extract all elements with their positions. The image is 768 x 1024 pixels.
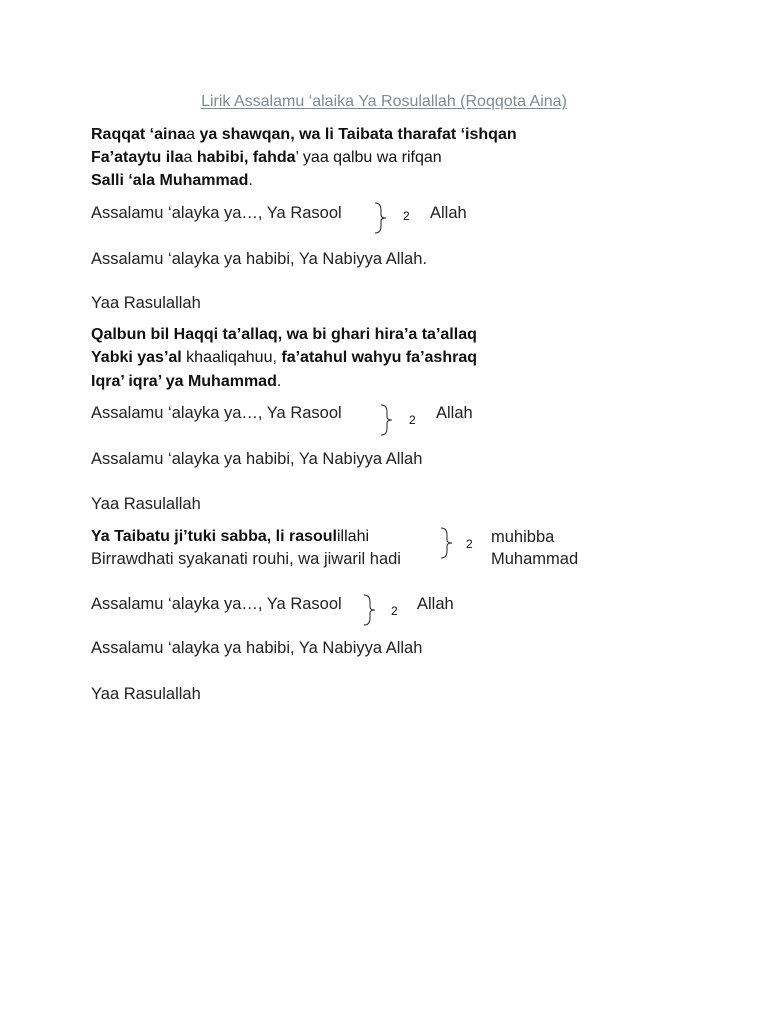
repeat-count: 2 (466, 537, 473, 551)
repeat-count: 2 (391, 604, 398, 618)
repeat-count: 2 (403, 209, 410, 223)
chorus2-line3: Yaa Rasulallah (91, 495, 201, 513)
chorus3-line2: Assalamu ‘alayka ya habibi, Ya Nabiyya Allah (91, 639, 423, 657)
verse3-right2: Muhammad (491, 550, 579, 568)
verse2-line2-part-b: khaaliqahuu, (181, 349, 282, 366)
chorus3-line3: Yaa Rasulallah (91, 685, 201, 703)
chorus3-line1: Assalamu ‘alayka ya…, Ya Rasool (91, 595, 342, 613)
verse2-line3-part-a: Iqra’ iqra’ ya Muhammad (91, 373, 277, 390)
verse2-line2 (91, 350, 477, 366)
verse1-line2-part-a: Fa’ataytu ila (91, 149, 184, 166)
verse3-line1-part-b: illahi (337, 528, 370, 545)
verse3-line2: Birrawdhati syakanati rouhi, wa jiwaril hadi (91, 550, 401, 568)
repeat-brace-icon (373, 202, 387, 234)
verse2-line3 (91, 374, 281, 390)
verse2-line3-part-b: . (276, 373, 282, 390)
verse1-line3 (91, 173, 253, 189)
verse2-line2-part-c: fa’atahul wahyu fa’ashraq (281, 349, 477, 366)
verse1-line1 (91, 127, 517, 143)
verse3-line1-part-a: Ya Taibatu ji’tuki sabba, li rasoul (91, 528, 337, 545)
verse1-line3-part-b: . (248, 172, 253, 189)
repeat-brace-icon (379, 404, 393, 436)
verse1-line2-part-c: habibi, fahda (192, 149, 296, 166)
chorus1-line2: Assalamu ‘alayka ya habibi, Ya Nabiyya Allah. (91, 250, 427, 268)
chorus1-line3: Yaa Rasulallah (91, 294, 201, 312)
verse1-line1-part-c: ya shawqan, wa li Taibata tharafat ‘ishqan (195, 126, 517, 143)
repeat-brace-icon (362, 594, 376, 626)
verse3-line1 (91, 529, 369, 545)
repeat-brace-icon (439, 527, 453, 559)
repeat-count: 2 (409, 413, 416, 427)
chorus2-line1: Assalamu ‘alayka ya…, Ya Rasool (91, 404, 342, 422)
chorus2-line2: Assalamu ‘alayka ya habibi, Ya Nabiyya Allah (91, 450, 423, 468)
verse2-line2-part-a: Yabki yas’al (91, 349, 182, 366)
document-title: Lirik Assalamu ‘alaika Ya Rosulallah (Roqqota Aina) (201, 93, 567, 110)
verse1-line2-part-b: a (183, 149, 193, 166)
verse1-line3-part-a: Salli ‘ala Muhammad (91, 172, 249, 189)
chorus1-allah: Allah (430, 204, 467, 222)
verse1-line2-part-d: ’ yaa qalbu wa rifqan (295, 149, 442, 166)
verse1-line1-part-b: a (186, 126, 196, 143)
verse1-line1-part-a: Raqqat ‘aina (91, 126, 187, 143)
chorus3-allah: Allah (417, 595, 454, 613)
chorus2-allah: Allah (436, 404, 473, 422)
verse1-line2 (91, 150, 442, 166)
verse2-line1: Qalbun bil Haqqi ta’allaq, wa bi ghari hira’a ta’allaq (91, 326, 477, 343)
verse3-right1: muhibba (491, 528, 555, 546)
chorus1-line1: Assalamu ‘alayka ya…, Ya Rasool (91, 204, 342, 222)
